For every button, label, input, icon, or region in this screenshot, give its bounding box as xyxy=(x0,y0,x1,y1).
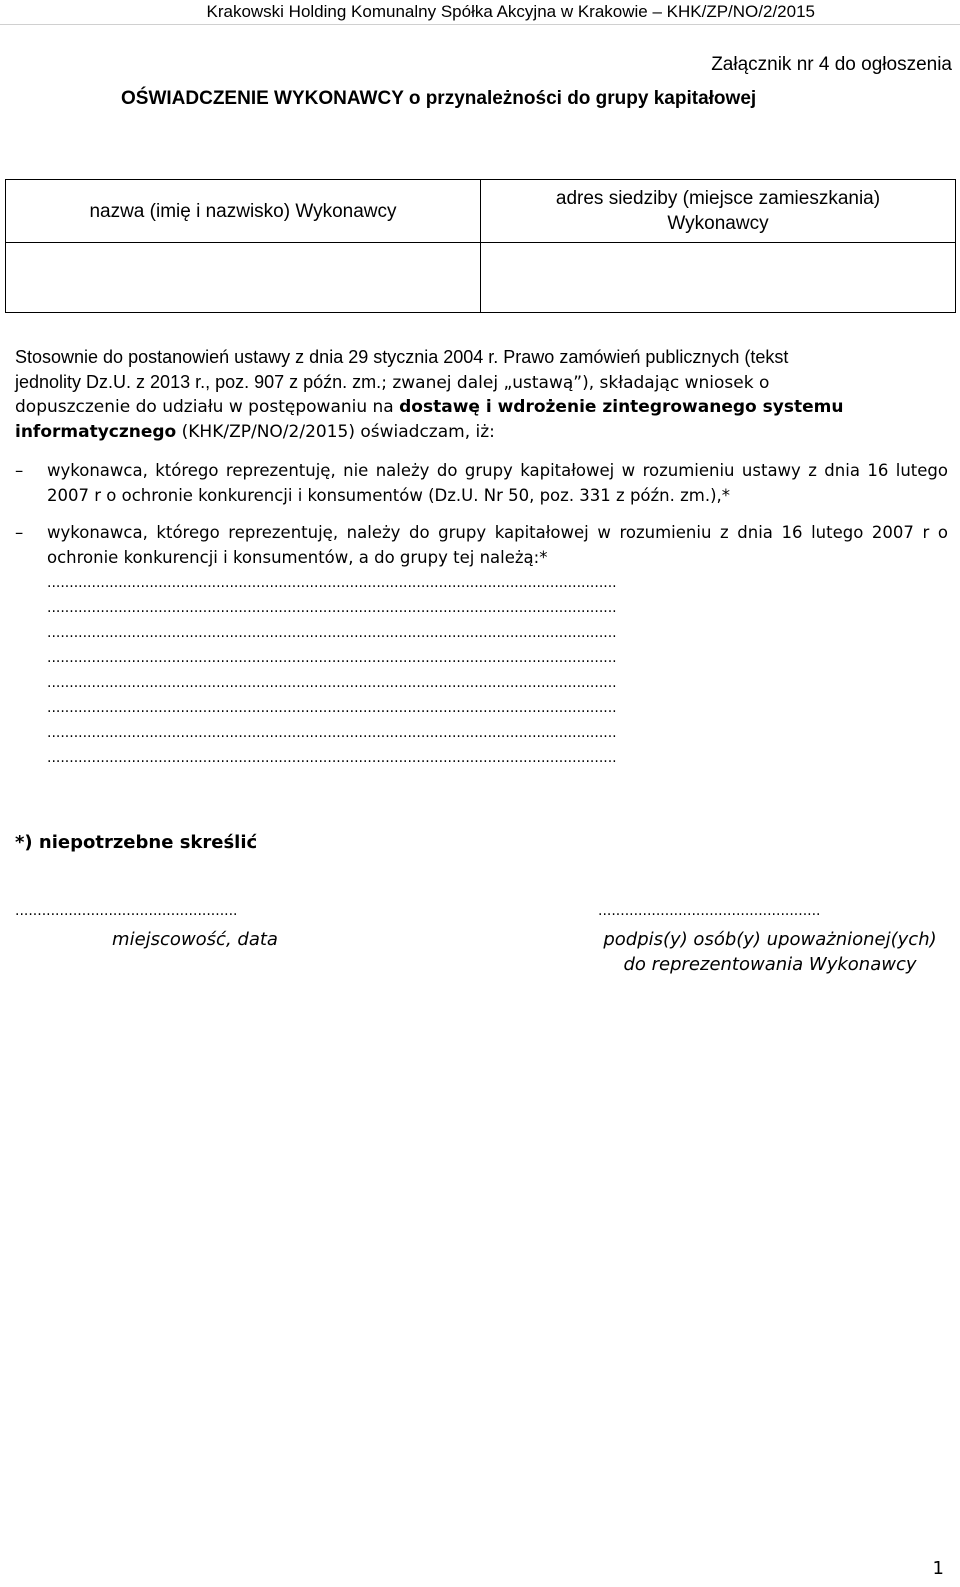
contractor-name-header: nazwa (imię i nazwisko) Wykonawcy xyxy=(6,180,481,243)
option-not-member[interactable] xyxy=(15,458,948,508)
signature-label: podpis(y) osób(y) upoważnionej(ych) do reprezentowania Wykonawcy xyxy=(603,929,937,975)
intro-line-3: dopuszczenie do udziału w postępowaniu na dostawę i wdrożenie zintegrowanego systemu xyxy=(15,397,844,417)
option-text: wykonawca, którego reprezentuję, nie należy do grupy kapitałowej w rozumieniu ustawy z dnia 16 lutego 2007 r o ochronie konkurencji i konsumentów (Dz.U. Nr 50, poz. 331 z późn. zm.),* xyxy=(47,461,948,505)
place-date-label: miejscowość, data xyxy=(112,929,278,950)
footnote: *) niepotrzebne skreślić xyxy=(15,832,258,853)
group-member-line[interactable]: ................................................................................................................................ xyxy=(47,650,617,666)
contractor-address-field[interactable] xyxy=(481,243,956,313)
contractor-address-header: adres siedziby (miejsce zamieszkania) Wykonawcy xyxy=(481,180,956,243)
page-number: 1 xyxy=(932,1558,944,1579)
intro-line-4: informatycznego (KHK/ZP/NO/2/2015) oświadczam, iż: xyxy=(15,422,495,442)
option-member[interactable] xyxy=(15,520,948,570)
intro-line-2: jednolity Dz.U. z 2013 r., poz. 907 z późn. zm.; zwanej dalej „ustawą”), składając wniosek o xyxy=(15,372,770,393)
group-member-line[interactable]: ................................................................................................................................ xyxy=(47,675,617,691)
intro-line-1: Stosownie do postanowień ustawy z dnia 29 stycznia 2004 r. Prawo zamówień publicznych (tekst xyxy=(15,347,789,367)
place-date-line[interactable]: .................................................. xyxy=(15,903,238,919)
contractor-table xyxy=(5,179,956,313)
group-member-line[interactable]: ................................................................................................................................ xyxy=(47,725,617,741)
contractor-name-field[interactable] xyxy=(6,243,481,313)
group-member-line[interactable]: ................................................................................................................................ xyxy=(47,750,617,766)
subject-of-order: dostawę i wdrożenie zintegrowanego systemu xyxy=(399,397,844,417)
running-header xyxy=(0,0,960,25)
document-title: OŚWIADCZENIE WYKONAWCY o przynależności do grupy kapitałowej xyxy=(121,88,757,109)
dash-marker: – xyxy=(15,523,24,542)
option-text: wykonawca, którego reprezentuję, należy do grupy kapitałowej w rozumieniu z dnia 16 lutego 2007 r o ochronie konkurencji i konsumentów, a do grupy tej należą:* xyxy=(47,523,948,567)
group-member-line[interactable]: ................................................................................................................................ xyxy=(47,700,617,716)
signature-line[interactable]: .................................................. xyxy=(598,903,821,919)
group-member-line[interactable]: ................................................................................................................................ xyxy=(47,575,617,591)
group-member-line[interactable]: ................................................................................................................................ xyxy=(47,625,617,641)
attachment-label: Załącznik nr 4 do ogłoszenia xyxy=(711,54,952,75)
dash-marker: – xyxy=(15,461,24,480)
group-member-line[interactable]: ................................................................................................................................ xyxy=(47,600,617,616)
header-text: Krakowski Holding Komunalny Spółka Akcyjna w Krakowie – KHK/ZP/NO/2/2015 xyxy=(206,2,815,21)
